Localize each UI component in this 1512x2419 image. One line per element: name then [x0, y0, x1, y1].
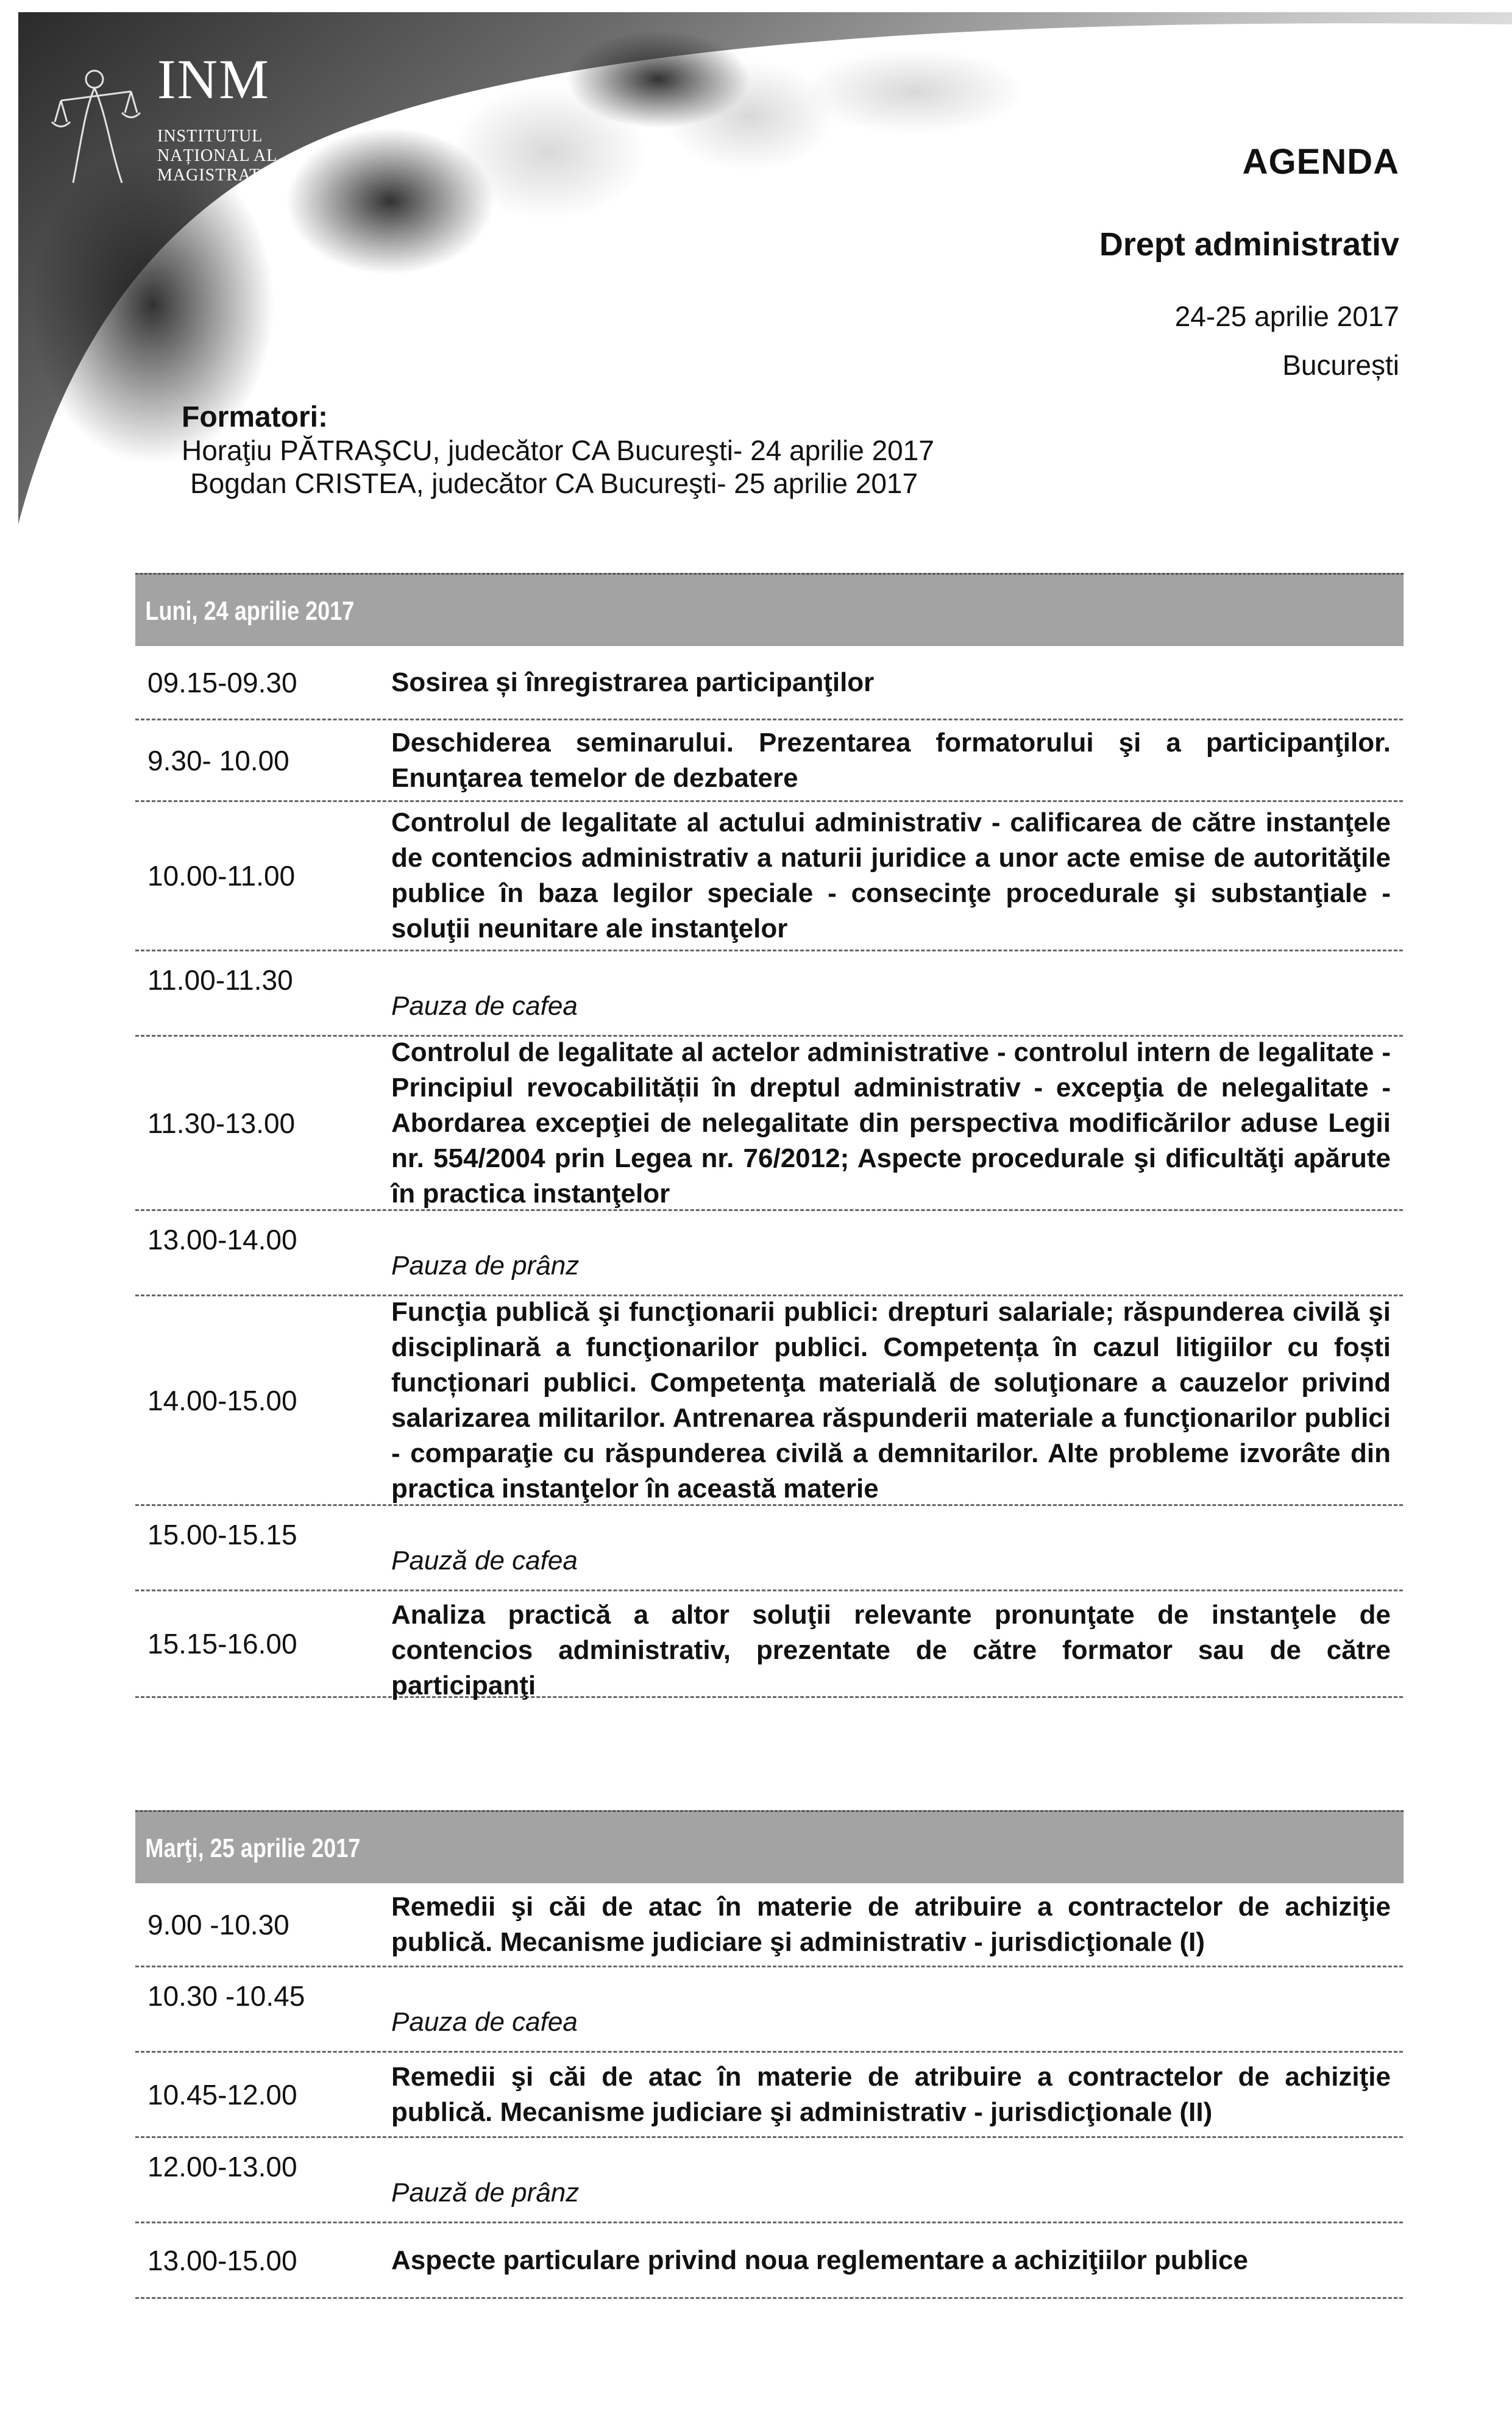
session-activity: Pauza de cafea	[391, 991, 578, 1021]
day-schedule	[135, 1810, 1403, 2299]
session-time: 15.00-15.15	[147, 1519, 297, 1551]
session-row	[135, 1591, 1403, 1698]
course-location: București	[1282, 349, 1399, 381]
trainer-line: Horaţiu PĂTRAŞCU, judecător CA Bucureşti- 24 aprilie 2017	[182, 435, 934, 466]
session-row	[135, 2138, 1403, 2223]
logo-line-2: NAȚIONAL AL	[157, 146, 278, 165]
inm-logo	[49, 43, 298, 195]
session-time: 13.00-14.00	[147, 1224, 297, 1256]
course-title: Drept administrativ	[1099, 226, 1399, 263]
session-activity: Pauza de cafea	[391, 2007, 578, 2037]
day-schedule	[135, 573, 1403, 1698]
session-time: 10.45-12.00	[147, 2078, 297, 2111]
session-row	[135, 646, 1403, 720]
session-time: 11.00-11.30	[147, 964, 293, 996]
agenda-heading: AGENDA	[1242, 142, 1399, 182]
session-row	[135, 802, 1403, 951]
session-activity: Pauză de cafea	[391, 1546, 578, 1575]
trainers-block	[182, 401, 934, 500]
session-row	[135, 2053, 1403, 2138]
session-row	[135, 1211, 1403, 1296]
session-activity: Funcţia publică şi funcţionarii publici: drepturi salariale; răspunderea civilă şi disciplinară a funcţionarilor publici. Competența în cazul litigiilor cu foști funcționari publici. Competenţa materială de soluţionare a cauzelor privind salarizarea militarilor. Antrenarea răspunderii materiale a funcţionarilor publici - comparaţie cu răspunderea civilă a demnitarilor. Alte probleme izvorâte din practica instanţelor în această materie	[391, 1296, 1391, 1504]
session-row	[135, 1506, 1403, 1591]
session-row	[135, 1883, 1403, 1967]
session-time: 09.15-09.30	[147, 666, 297, 698]
logo-line-3: MAGISTRATURII	[157, 166, 298, 185]
session-row	[135, 1037, 1403, 1211]
logo-abbreviation: INM	[157, 48, 270, 110]
session-activity: Controlul de legalitate al actelor administrative - controlul intern de legalitate - Principiul revocabilității în dreptul administrativ - excepţia de nelegalitate - Abordarea excepţiei de nelegalitate din perspectiva modificărilor aduse Legii nr. 554/2004 prin Legea nr. 76/2012; Aspecte procedurale şi dificultăţi apărute în practica instanţelor	[391, 1037, 1391, 1209]
session-activity: Pauză de prânz	[391, 2178, 580, 2208]
day-header: Luni, 24 aprilie 2017	[135, 573, 1404, 646]
session-time: 10.00-11.00	[147, 860, 296, 892]
trainer-line: Bogdan CRISTEA, judecător CA Bucureşti- 25 aprilie 2017	[190, 467, 918, 499]
session-activity: Deschiderea seminarului. Prezentarea formatorului şi a participanţilor. Enunţarea temelor de dezbatere	[391, 727, 1391, 793]
session-activity: Analiza practică a altor soluţii relevante pronunţate de instanţele de contencios administrativ, prezentate de către formator sau de către participanţi	[391, 1600, 1391, 1700]
session-time: 15.15-16.00	[147, 1628, 297, 1660]
session-activity: Remedii şi căi de atac în materie de atribuire a contractelor de achiziţie publică. Mecanisme judiciare şi administrativ - jurisdicţionale (I)	[391, 1891, 1391, 1957]
session-row	[135, 1967, 1403, 2053]
session-row	[135, 2223, 1403, 2299]
session-activity: Controlul de legalitate al actului administrativ - calificarea de către instanţele de contencios administrativ a naturii juridice a unor acte emise de autorităţile publice în baza legilor speciale - consecinţe procedurale şi substanţiale - soluţii neunitare ale instanţelor	[391, 808, 1391, 943]
session-time: 10.30 -10.45	[147, 1980, 305, 2012]
day-header: Marţi, 25 aprilie 2017	[135, 1810, 1404, 1883]
logo-line-1: INSTITUTUL	[157, 127, 263, 146]
session-activity: Sosirea și înregistrarea participanţilor	[391, 667, 875, 697]
session-row	[135, 951, 1403, 1037]
session-activity: Aspecte particulare privind noua reglementare a achiziţiilor publice	[391, 2245, 1248, 2275]
session-time: 11.30-13.00	[147, 1107, 296, 1139]
session-time: 13.00-15.00	[147, 2244, 297, 2276]
session-row	[135, 1296, 1403, 1506]
course-dates: 24-25 aprilie 2017	[1174, 300, 1399, 332]
session-activity: Pauza de prânz	[391, 1251, 580, 1281]
session-time: 9.30- 10.00	[147, 744, 289, 776]
session-activity: Remedii şi căi de atac în materie de atribuire a contractelor de achiziţie publică. Mecanisme judiciare şi administrativ - jurisdicţionale (II)	[391, 2061, 1391, 2127]
session-row	[135, 720, 1403, 802]
session-time: 12.00-13.00	[147, 2151, 297, 2183]
session-time: 9.00 -10.30	[147, 1908, 289, 1941]
trainers-label: Formatori:	[182, 401, 328, 433]
session-time: 14.00-15.00	[147, 1384, 297, 1416]
